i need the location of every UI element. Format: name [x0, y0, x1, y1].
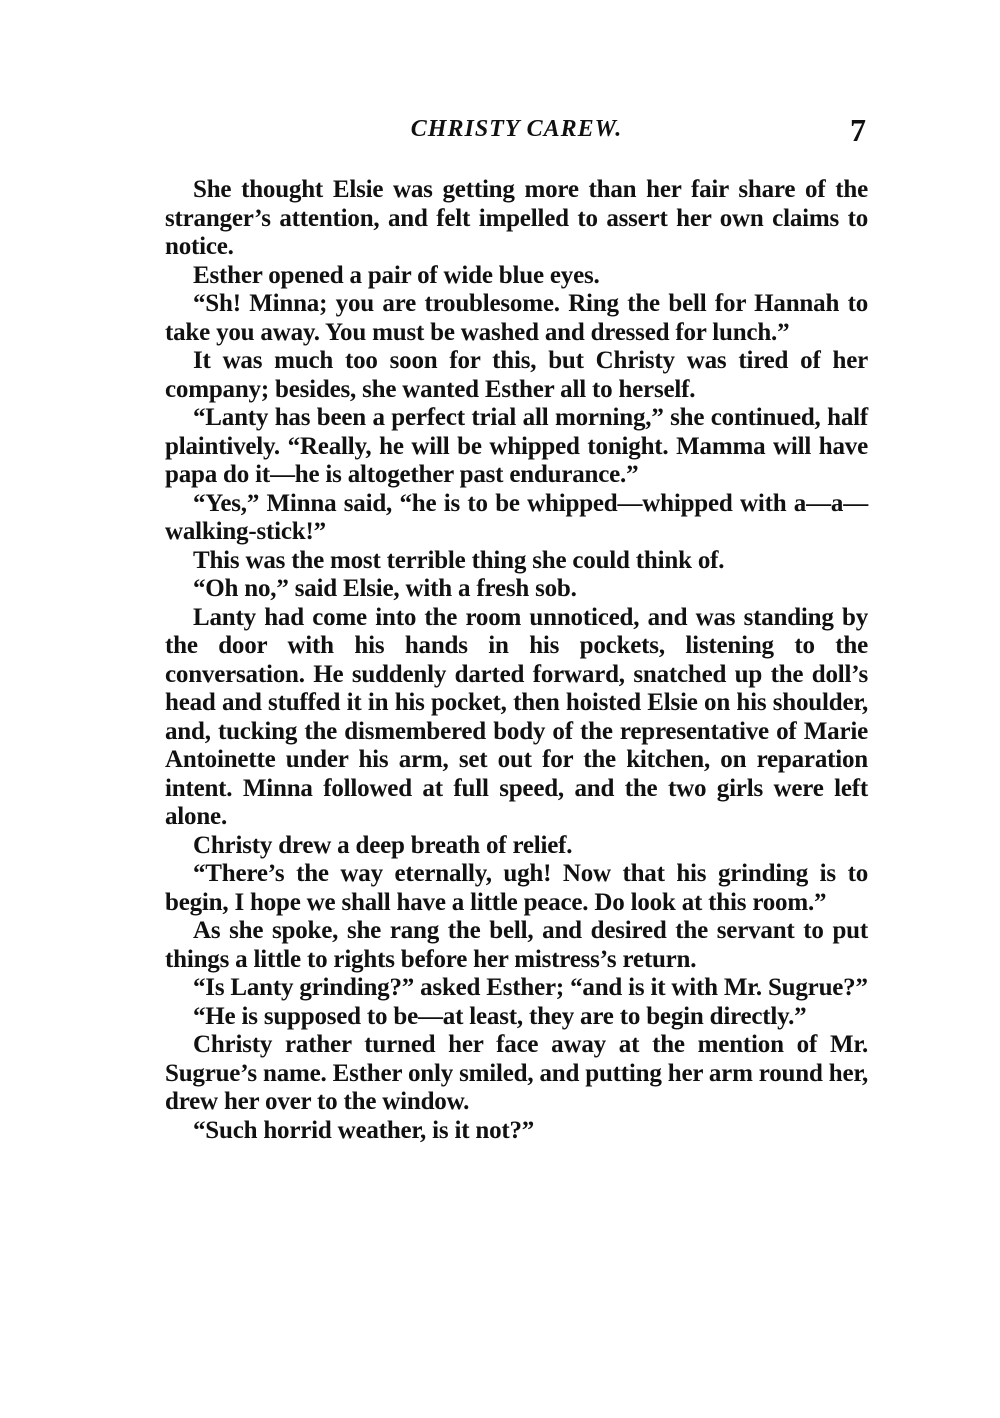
- paragraph: Christy rather turned her face away at the mention of Mr. Sugrue’s name. Esther only smiled, and putting her arm round her, drew her over to the window.: [165, 1031, 868, 1115]
- paragraph: “He is supposed to be—at least, they are to begin directly.”: [193, 1002, 807, 1030]
- paragraph: “Yes,” Minna said, “he is to be whipped—whipped with a—a—walking-stick!”: [165, 489, 868, 545]
- paragraph: It was much too soon for this, but Christy was tired of her company; besides, she wanted Esther all to herself.: [165, 347, 868, 403]
- paragraph: “Sh! Minna; you are troublesome. Ring the bell for Hannah to take you away. You must be washed and dressed for lunch.”: [165, 290, 868, 346]
- paragraph: Lanty had come into the room unnoticed, and was standing by the door with his hands in his pockets, listening to the conversation. He suddenly darted forward, snatched up the doll’s head and stuffed it in his pocket, then hoisted Elsie on his shoulder, and, tucking the dismembered body of the representative of Marie Antoinette under his arm, set out for the kitchen, on reparation intent. Minna followed at full speed, and the two girls were left alone.: [165, 603, 868, 830]
- page-number: 7: [850, 112, 866, 148]
- paragraph: Christy drew a deep breath of relief.: [193, 831, 573, 859]
- paragraph: “Lanty has been a perfect trial all morning,” she continued, half plaintively. “Really, he will be whipped tonight. Mamma will have papa do it—he is altogether past endurance.”: [165, 404, 868, 488]
- paragraph: “There’s the way eternally, ugh! Now that his grinding is to begin, I hope we shall have a little peace. Do look at this room.”: [165, 860, 868, 916]
- paragraph: “Such horrid weather, is it not?”: [193, 1116, 535, 1144]
- page-header: [165, 112, 868, 152]
- running-title: CHRISTY CAREW.: [410, 116, 623, 142]
- body-text: [165, 176, 868, 1145]
- paragraph: She thought Elsie was getting more than her fair share of the stranger’s attention, and felt impelled to assert her own claims to notice.: [165, 176, 868, 260]
- paragraph: “Oh no,” said Elsie, with a fresh sob.: [193, 575, 577, 602]
- paragraph: “Is Lanty grinding?” asked Esther; “and is it with Mr. Sugrue?”: [193, 974, 868, 1001]
- paragraph: Esther opened a pair of wide blue eyes.: [193, 261, 600, 289]
- paragraph: As she spoke, she rang the bell, and desired the servant to put things a little to rights before her mistress’s return.: [165, 917, 868, 973]
- paragraph: This was the most terrible thing she could think of.: [193, 546, 725, 574]
